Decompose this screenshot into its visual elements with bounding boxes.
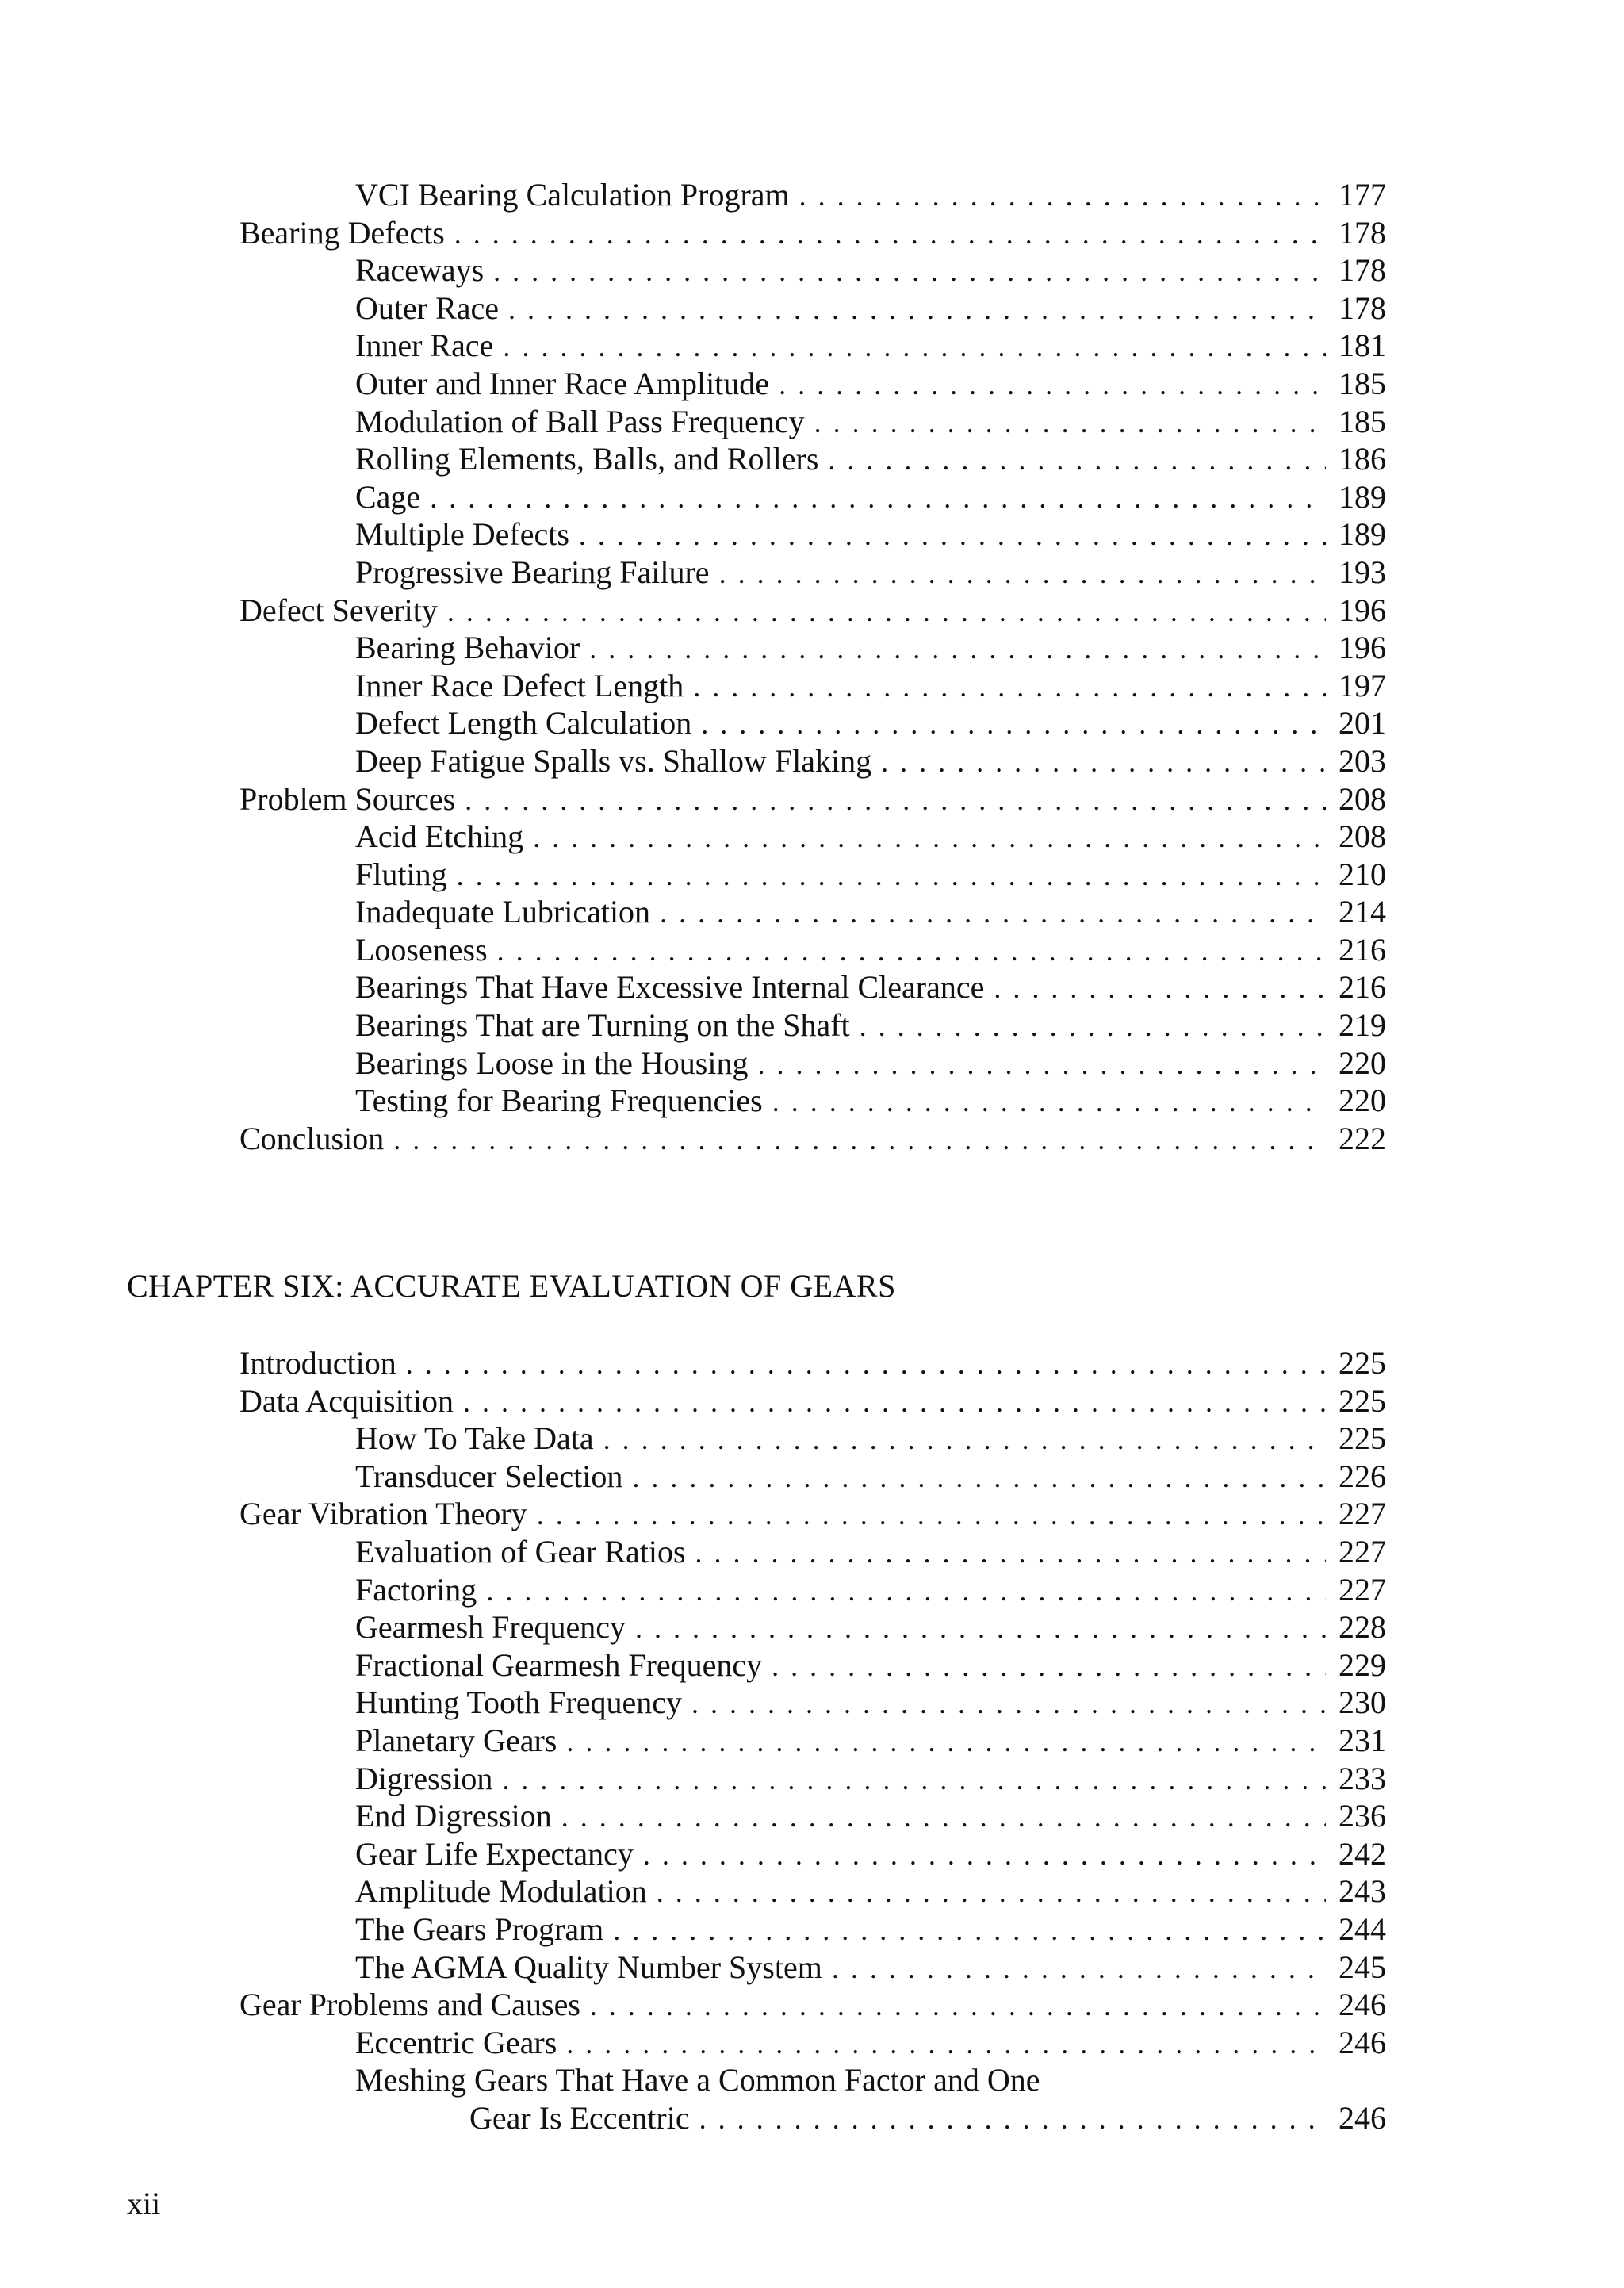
toc-entry-title: Introduction: [239, 1345, 396, 1381]
toc-entry-title: Gear Life Expectancy: [355, 1835, 634, 1872]
toc-entry-page-number: 230: [1339, 1684, 1386, 1721]
toc-entry-title: Meshing Gears That Have a Common Factor and One: [355, 2062, 1040, 2098]
toc-entry-title: Gear Problems and Causes: [239, 1987, 580, 2023]
toc-entry-title: Acid Etching: [355, 818, 524, 855]
toc-entry-title: Gearmesh Frequency: [355, 1609, 626, 1646]
toc-entry-page-number: 193: [1339, 554, 1386, 590]
toc-entry-page-number: 246: [1339, 2024, 1386, 2060]
toc-entry-page-number: 208: [1339, 780, 1386, 817]
toc-entry-title: Data Acquisition: [239, 1382, 454, 1419]
toc-entry[interactable]: [239, 1571, 1386, 1609]
dot-leader: [772, 1648, 1326, 1686]
toc-entry-title: Progressive Bearing Failure: [355, 554, 710, 590]
toc-entry-title: The Gears Program: [355, 1910, 604, 1947]
dot-leader: [719, 555, 1326, 593]
toc-entry[interactable]: [239, 1082, 1386, 1120]
toc-entry-page-number: 178: [1339, 289, 1386, 326]
dot-leader: [463, 1384, 1326, 1422]
toc-entry[interactable]: [239, 1835, 1386, 1873]
toc-entry-title: Eccentric Gears: [355, 2024, 557, 2060]
dot-leader: [660, 895, 1326, 933]
toc-entry-page-number: 197: [1339, 667, 1386, 703]
toc-entry-title: Inner Race: [355, 328, 494, 364]
dot-leader: [994, 970, 1326, 1008]
toc-entry[interactable]: [239, 818, 1386, 856]
dot-leader: [699, 2101, 1326, 2139]
toc-entry-title: Hunting Tooth Frequency: [355, 1684, 682, 1721]
dot-leader: [579, 517, 1326, 555]
toc-entry[interactable]: [239, 1797, 1386, 1835]
dot-leader: [589, 630, 1326, 669]
dot-leader: [758, 1046, 1327, 1084]
toc-entry[interactable]: [239, 2061, 1386, 2099]
toc-entry[interactable]: [239, 1382, 1386, 1420]
dot-leader: [457, 857, 1326, 895]
toc-entry-title: Testing for Bearing Frequencies: [355, 1083, 763, 1119]
toc-entry-page-number: 244: [1339, 1910, 1386, 1947]
toc-entry-title: Inadequate Lubrication: [355, 894, 651, 930]
toc-entry-page-number: 246: [1339, 2099, 1386, 2136]
toc-entry[interactable]: [239, 176, 1386, 214]
toc-entry-title: Raceways: [355, 252, 485, 289]
toc-entry-page-number: 189: [1339, 478, 1386, 515]
page-folio: xii: [127, 2186, 161, 2221]
toc-entry[interactable]: [239, 1120, 1386, 1158]
toc-entry-page-number: 220: [1339, 1044, 1386, 1081]
dot-leader: [632, 1459, 1326, 1497]
dot-leader: [590, 1987, 1326, 2025]
toc-entry[interactable]: [239, 742, 1386, 780]
toc-entry-title: VCI Bearing Calculation Program: [355, 177, 790, 213]
dot-leader: [603, 1421, 1326, 1459]
toc-entry-page-number: 216: [1339, 969, 1386, 1006]
toc-entry-title: Bearings That are Turning on the Shaft: [355, 1007, 850, 1044]
toc-entry-title: Transducer Selection: [355, 1458, 623, 1494]
dot-leader: [406, 1346, 1326, 1384]
toc-entry[interactable]: [239, 2024, 1386, 2062]
toc-entry[interactable]: [239, 1006, 1386, 1044]
dot-leader: [566, 1723, 1326, 1761]
toc-entry[interactable]: [239, 1949, 1386, 1987]
toc-entry-title: Amplitude Modulation: [355, 1873, 647, 1910]
toc-entry-title: Digression: [355, 1760, 493, 1796]
toc-entry-title: How To Take Data: [355, 1420, 594, 1457]
dot-leader: [860, 1008, 1326, 1046]
toc-entry-title: Inner Race Defect Length: [355, 667, 684, 703]
toc-entry-title: Bearings That Have Excessive Internal Clearance: [355, 969, 985, 1006]
toc-entry[interactable]: [239, 704, 1386, 742]
dot-leader: [493, 253, 1326, 291]
dot-leader: [447, 593, 1326, 631]
dot-leader: [561, 1799, 1326, 1837]
dot-leader: [695, 1535, 1326, 1573]
toc-entry-page-number: 242: [1339, 1835, 1386, 1872]
toc-entry-page-number: 196: [1339, 630, 1386, 666]
dot-leader: [701, 706, 1326, 744]
dot-leader: [454, 216, 1326, 254]
toc-entry[interactable]: [239, 1533, 1386, 1571]
toc-entry-page-number: 225: [1339, 1420, 1386, 1457]
toc-entry-title: Gear Is Eccentric: [469, 2099, 690, 2136]
toc-entry-page-number: 225: [1339, 1382, 1386, 1419]
toc-entry[interactable]: [239, 1910, 1386, 1949]
toc-entry-page-number: 181: [1339, 328, 1386, 364]
toc-entry-page-number: 214: [1339, 894, 1386, 930]
toc-entry-title: Modulation of Ball Pass Frequency: [355, 403, 805, 439]
toc-entry-page-number: 177: [1339, 177, 1386, 213]
toc-entry-title: Bearings Loose in the Housing: [355, 1044, 749, 1081]
toc-list-bearing-section: [239, 176, 1386, 1157]
dot-leader: [497, 933, 1326, 971]
toc-entry-title: Cage: [355, 478, 421, 515]
toc-entry[interactable]: [239, 365, 1386, 403]
toc-entry-title: Problem Sources: [239, 780, 456, 817]
toc-entry-page-number: 203: [1339, 742, 1386, 779]
toc-entry[interactable]: [239, 327, 1386, 365]
dot-leader: [643, 1837, 1326, 1875]
toc-entry-page-number: 196: [1339, 592, 1386, 628]
toc-entry-page-number: 231: [1339, 1722, 1386, 1758]
toc-entry-page-number: 219: [1339, 1007, 1386, 1044]
toc-entry-page-number: 216: [1339, 931, 1386, 968]
toc-entry-title: Deep Fatigue Spalls vs. Shallow Flaking: [355, 742, 872, 779]
toc-entry[interactable]: [239, 1458, 1386, 1496]
toc-entry-page-number: 243: [1339, 1873, 1386, 1910]
toc-entry[interactable]: [239, 856, 1386, 894]
toc-entry[interactable]: [239, 403, 1386, 441]
toc-entry[interactable]: [239, 1872, 1386, 1910]
toc-entry[interactable]: [239, 780, 1386, 818]
toc-entry-page-number: 185: [1339, 365, 1386, 401]
dot-leader: [691, 1685, 1326, 1723]
dot-leader: [657, 1874, 1326, 1912]
toc-entry[interactable]: [239, 1608, 1386, 1646]
toc-entry-page-number: 229: [1339, 1646, 1386, 1683]
toc-entry[interactable]: [239, 2099, 1386, 2137]
dot-leader: [486, 1573, 1326, 1611]
toc-entry[interactable]: [239, 1646, 1386, 1684]
toc-entry-title: The AGMA Quality Number System: [355, 1949, 822, 1985]
toc-entry-page-number: 186: [1339, 441, 1386, 477]
toc-entry-page-number: 220: [1339, 1083, 1386, 1119]
dot-leader: [772, 1083, 1326, 1121]
dot-leader: [503, 328, 1326, 366]
toc-entry-page-number: 208: [1339, 818, 1386, 855]
dot-leader: [502, 1761, 1326, 1799]
dot-leader: [508, 291, 1326, 329]
toc-entry[interactable]: [239, 893, 1386, 931]
toc-entry-page-number: 226: [1339, 1458, 1386, 1494]
toc-entry[interactable]: [239, 1420, 1386, 1458]
toc-entry[interactable]: [239, 1684, 1386, 1722]
dot-leader: [779, 366, 1326, 404]
toc-entry-title: Multiple Defects: [355, 516, 569, 553]
toc-entry[interactable]: [239, 1722, 1386, 1760]
toc-entry[interactable]: [239, 515, 1386, 554]
dot-leader: [693, 669, 1326, 707]
dot-leader: [533, 819, 1326, 857]
dot-leader: [613, 1912, 1326, 1950]
toc-entry[interactable]: [239, 667, 1386, 705]
toc-list-gears-section: [239, 1344, 1386, 2137]
toc-entry[interactable]: [239, 1495, 1386, 1533]
toc-entry[interactable]: [239, 1986, 1386, 2024]
toc-entry-page-number: 185: [1339, 403, 1386, 439]
toc-entry-title: Conclusion: [239, 1120, 385, 1156]
toc-entry[interactable]: [239, 931, 1386, 969]
toc-entry-title: Planetary Gears: [355, 1722, 557, 1758]
toc-entry-page-number: 189: [1339, 516, 1386, 553]
toc-entry-page-number: 178: [1339, 252, 1386, 289]
toc-entry-page-number: 227: [1339, 1533, 1386, 1569]
toc-entry[interactable]: [239, 1344, 1386, 1382]
toc-entry-page-number: 225: [1339, 1345, 1386, 1381]
toc-entry-title: Bearing Defects: [239, 214, 445, 251]
chapter-heading: CHAPTER SIX: ACCURATE EVALUATION OF GEARS: [127, 1268, 896, 1304]
toc-entry-title: Bearing Behavior: [355, 630, 580, 666]
dot-leader: [814, 404, 1326, 443]
toc-entry[interactable]: [239, 629, 1386, 667]
toc-entry-page-number: 228: [1339, 1609, 1386, 1646]
toc-entry-title: Looseness: [355, 931, 488, 968]
toc-entry[interactable]: [239, 251, 1386, 289]
toc-entry-title: Outer and Inner Race Amplitude: [355, 365, 770, 401]
dot-leader: [393, 1121, 1326, 1159]
dot-leader: [799, 178, 1326, 216]
toc-entry-title: Evaluation of Gear Ratios: [355, 1533, 686, 1569]
toc-entry-title: Defect Length Calculation: [355, 705, 692, 742]
toc-entry-title: Outer Race: [355, 289, 500, 326]
toc-entry-page-number: 236: [1339, 1798, 1386, 1834]
toc-entry-page-number: 227: [1339, 1571, 1386, 1608]
toc-entry-page-number: 233: [1339, 1760, 1386, 1796]
toc-entry-page-number: 178: [1339, 214, 1386, 251]
dot-leader: [566, 2025, 1326, 2064]
dot-leader: [537, 1497, 1326, 1535]
toc-entry[interactable]: [239, 554, 1386, 592]
toc-entry[interactable]: [239, 1760, 1386, 1798]
toc-entry[interactable]: [239, 478, 1386, 516]
toc-entry-page-number: 227: [1339, 1496, 1386, 1532]
toc-entry-title: Gear Vibration Theory: [239, 1496, 527, 1532]
toc-entry[interactable]: [239, 592, 1386, 630]
toc-entry[interactable]: [239, 214, 1386, 252]
toc-entry[interactable]: [239, 440, 1386, 478]
toc-entry[interactable]: [239, 968, 1386, 1006]
toc-entry-page-number: 246: [1339, 1987, 1386, 2023]
dot-leader: [465, 782, 1326, 820]
toc-entry[interactable]: [239, 1044, 1386, 1083]
dot-leader: [832, 1950, 1326, 1988]
toc-entry-page-number: 222: [1339, 1120, 1386, 1156]
toc-entry-page-number: 245: [1339, 1949, 1386, 1985]
dot-leader: [828, 442, 1326, 480]
toc-entry-page-number: 201: [1339, 705, 1386, 742]
dot-leader: [635, 1610, 1326, 1648]
toc-entry[interactable]: [239, 289, 1386, 328]
dot-leader: [430, 480, 1326, 518]
toc-entry-title: End Digression: [355, 1798, 552, 1834]
toc-entry-title: Rolling Elements, Balls, and Rollers: [355, 441, 819, 477]
toc-entry-title: Fractional Gearmesh Frequency: [355, 1646, 763, 1683]
toc-entry-title: Fluting: [355, 856, 447, 892]
toc-entry-title: Defect Severity: [239, 592, 438, 628]
toc-entry-title: Factoring: [355, 1571, 477, 1608]
dot-leader: [881, 744, 1326, 782]
toc-entry-page-number: 210: [1339, 856, 1386, 892]
